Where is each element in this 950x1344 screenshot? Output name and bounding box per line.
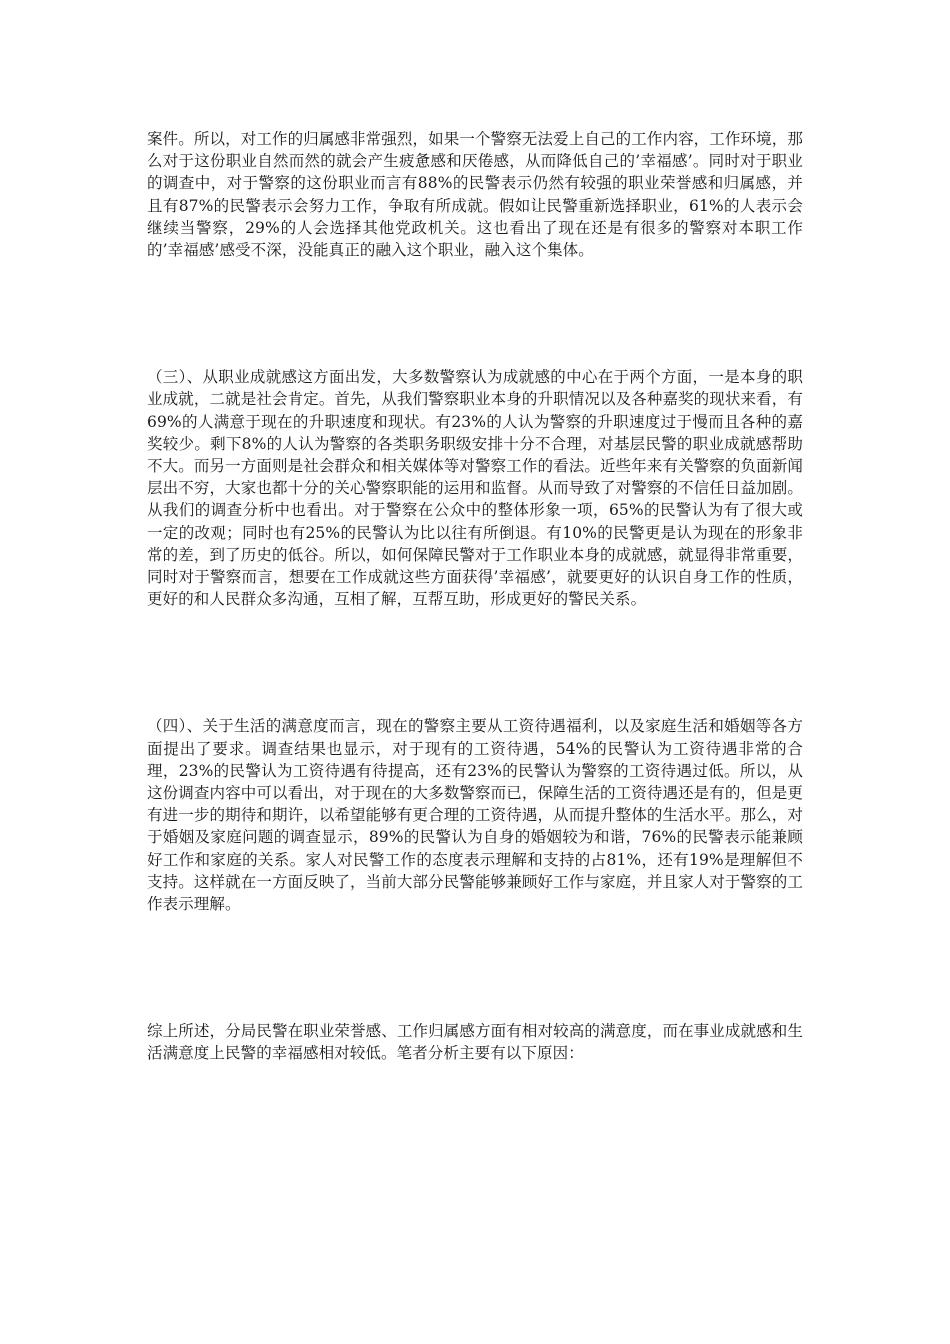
- paragraph-spacer: [147, 915, 803, 1020]
- document-body: [147, 128, 803, 1065]
- paragraph-spacer: [147, 261, 803, 366]
- paragraph-work-belonging: 案件。所以，对工作的归属感非常强烈，如果一个警察无法爱上自己的工作内容，工作环境，那么对于这份职业自然而然的就会产生疲惫感和厌倦感，从而降低自己的’幸福感’。同时对于职业的调查中，对于警察的这份职业而言有88%的民警表示仍然有较强的职业荣誉感和归属感，并且有87%的民警表示会努力工作，争取有所成就。假如让民警重新选择职业，61%的人表示会继续当警察，29%的人会选择其他党政机关。这也看出了现在还是有很多的警察对本职工作的’幸福感’感受不深，没能真正的融入这个职业，融入这个集体。: [147, 130, 803, 260]
- paragraph-section-four-life-satisfaction: （四）、关于生活的满意度而言，现在的警察主要从工资待遇福利，以及家庭生活和婚姻等各方面提出了要求。调查结果也显示，对于现有的工资待遇，54%的民警认为工资待遇非常的合理，23%的民警认为工资待遇有待提高，还有23%的民警认为警察的工资待遇过低。所以，从这份调查内容中可以看出，对于现在的大多数警察而已，保障生活的工资待遇还是有的，但是更有进一步的期待和期许，以希望能够有更合理的工资待遇，从而提升整体的生活水平。那么，对于婚姻及家庭问题的调查显示，89%的民警认为自身的婚姻较为和谐，76%的民警表示能兼顾好工作和家庭的关系。家人对民警工作的态度表示理解和支持的占81%，还有19%是理解但不支持。这样就在一方面反映了，当前大部分民警能够兼顾好工作与家庭，并且家人对于警察的工作表示理解。: [147, 717, 803, 914]
- paragraph-section-three-achievement: （三）、从职业成就感这方面出发，大多数警察认为成就感的中心在于两个方面，一是本身的职业成就，二就是社会肯定。首先，从我们警察职业本身的升职情况以及各种嘉奖的现状来看，有69%的人满意于现在的升职速度和现状。有23%的人认为警察的升职速度过于慢而且各种的嘉奖较少。剩下8%的人认为警察的各类职务职级安排十分不合理，对基层民警的职业成就感帮助不大。而另一方面则是社会群众和相关媒体等对警察工作的看法。近些年来有关警察的负面新闻层出不穷，大家也都十分的关心警察职能的运用和监督。从而导致了对警察的不信任日益加剧。从我们的调查分析中也看出。对于警察在公众中的整体形象一项，65%的民警认为有了很大或一定的改观；同时也有25%的民警认为比以往有所倒退。有10%的民警更是认为现在的形象非常的差，到了历史的低谷。所以，如何保障民警对于工作职业本身的成就感，就显得非常重要，同时对于警察而言，想要在工作成就这些方面获得’幸福感’，就要更好的认识自身工作的性质，更好的和人民群众多沟通，互相了解，互帮互助，形成更好的警民关系。: [147, 368, 803, 609]
- paragraph-summary: 综上所述，分局民警在职业荣誉感、工作归属感方面有相对较高的满意度，而在事业成就感和生活满意度上民警的幸福感相对较低。笔者分析主要有以下原因：: [147, 1022, 803, 1063]
- paragraph-spacer: [147, 610, 803, 715]
